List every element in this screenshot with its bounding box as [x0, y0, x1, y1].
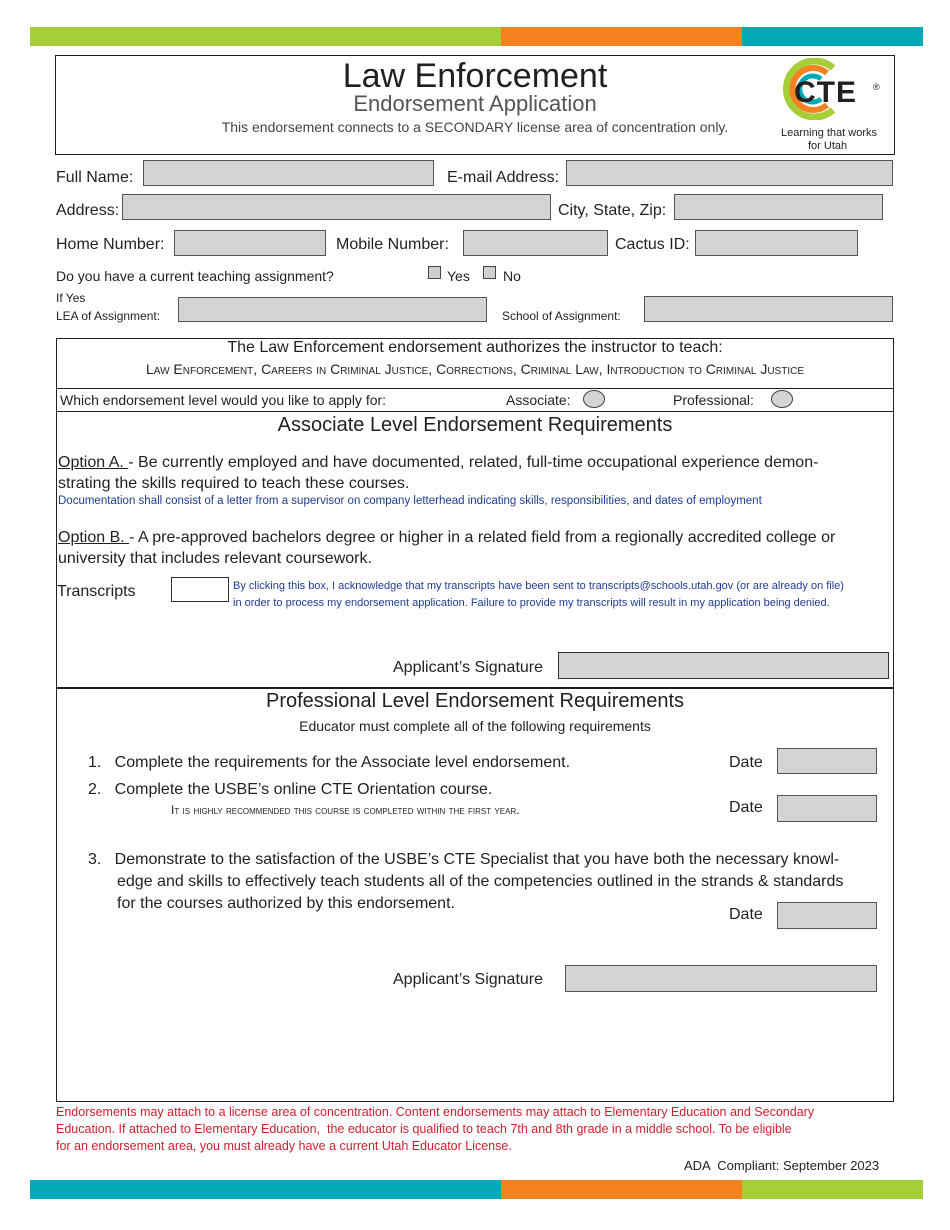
school-label: School of Assignment:: [502, 309, 621, 323]
cte-tagline-2: for Utah: [808, 140, 848, 152]
level-question: Which endorsement level would you like to apply for:: [60, 392, 387, 408]
email-label: E-mail Address:: [447, 169, 560, 186]
cte-logo-registered: ®: [873, 82, 880, 92]
option-a-note: Documentation shall consist of a letter from a supervisor on company letterhead indicating skills, responsibilities, and dates of employment: [58, 495, 762, 507]
professional-heading: Professional Level Endorsement Requirements: [266, 690, 684, 712]
disclaimer-line-3: for an endorsement area, you must already have a current Utah Educator License.: [56, 1139, 512, 1153]
professional-signature-label: Applicant’s Signature: [393, 971, 544, 988]
professional-radio[interactable]: [771, 390, 793, 408]
top-color-bar-orange: [501, 27, 742, 46]
requirement-2: 2. Complete the USBE’s online CTE Orientation course.: [88, 781, 493, 798]
date-field-3[interactable]: [777, 902, 877, 929]
school-field[interactable]: [644, 296, 893, 322]
bottom-color-bar-green: [742, 1180, 923, 1199]
option-a-label: Option A.: [58, 454, 129, 471]
requirement-3-line-2: edge and skills to effectively teach students all of the competencies outlined in the strands & standards: [117, 873, 844, 890]
associate-radio[interactable]: [583, 390, 605, 408]
requirement-1: 1. Complete the requirements for the Associate level endorsement.: [88, 754, 571, 771]
option-b-text-2: university that includes relevant coursework.: [58, 550, 372, 567]
email-field[interactable]: [566, 160, 893, 186]
yes-checkbox[interactable]: [428, 266, 441, 279]
associate-heading: Associate Level Endorsement Requirements: [277, 414, 673, 436]
disclaimer-line-2: Education. If attached to Elementary Education, the educator is qualified to teach 7th and 8th grade in a middle school. To be eligible: [56, 1122, 792, 1136]
option-b: [58, 527, 835, 569]
cte-logo: [777, 58, 887, 153]
authorization-intro: The Law Enforcement endorsement authorizes the instructor to teach:: [227, 339, 723, 356]
page-subtitle: Endorsement Application: [353, 91, 597, 116]
cactus-id-field[interactable]: [695, 230, 858, 256]
teaching-question: Do you have a current teaching assignment?: [56, 268, 334, 284]
mobile-number-field[interactable]: [463, 230, 608, 256]
top-color-bar-teal: [742, 27, 923, 46]
transcripts-checkbox[interactable]: [171, 577, 229, 602]
full-name-field[interactable]: [143, 160, 434, 186]
transcripts-label: Transcripts: [57, 583, 136, 600]
full-name-label: Full Name:: [56, 169, 134, 186]
page-title: Law Enforcement: [342, 57, 608, 95]
requirement-2-note: It is highly recommended this course is completed within the first year.: [171, 803, 520, 817]
mobile-number-label: Mobile Number:: [336, 236, 449, 253]
associate-radio-label: Associate:: [506, 392, 571, 408]
address-field[interactable]: [122, 194, 551, 220]
date-field-2[interactable]: [777, 795, 877, 822]
requirement-3-line-3: for the courses authorized by this endorsement.: [117, 895, 455, 912]
home-number-label: Home Number:: [56, 236, 165, 253]
disclaimer-line-1: Endorsements may attach to a license area of concentration. Content endorsements may attach to Elementary Education and Secondary: [56, 1105, 815, 1119]
bottom-color-bar-orange: [501, 1180, 742, 1199]
professional-subheading: Educator must complete all of the following requirements: [299, 718, 651, 734]
date-label-1: Date: [729, 754, 763, 771]
city-state-zip-label: City, State, Zip:: [558, 202, 667, 219]
professional-radio-label: Professional:: [673, 392, 754, 408]
cactus-id-label: Cactus ID:: [615, 236, 690, 253]
option-b-label: Option B.: [58, 529, 130, 546]
yes-label: Yes: [447, 268, 470, 284]
associate-signature-label: Applicant’s Signature: [393, 659, 544, 676]
city-state-zip-field[interactable]: [674, 194, 883, 220]
requirement-3-line-1: 3. Demonstrate to the satisfaction of the USBE’s CTE Specialist that you have both the necessary knowl-: [88, 851, 840, 868]
date-label-3: Date: [729, 906, 763, 923]
home-number-field[interactable]: [174, 230, 326, 256]
associate-signature-field[interactable]: [558, 652, 889, 679]
top-color-bar-green: [30, 27, 501, 46]
no-checkbox[interactable]: [483, 266, 496, 279]
header-note: This endorsement connects to a SECONDARY license area of concentration only.: [221, 119, 729, 135]
ada-compliance: ADA Compliant: September 2023: [684, 1158, 880, 1173]
date-field-1[interactable]: [777, 748, 877, 774]
transcripts-note-1: By clicking this box, I acknowledge that my transcripts have been sent to transcripts@schools.utah.gov (or are already on file): [233, 580, 844, 592]
professional-signature-field[interactable]: [565, 965, 877, 992]
if-yes-label: If Yes: [56, 291, 86, 305]
no-label: No: [503, 268, 521, 284]
option-a-text-1: - Be currently employed and have documented, related, full-time occupational experience demon-: [128, 454, 819, 471]
date-label-2: Date: [729, 799, 763, 816]
option-a-text-2: strating the skills required to teach these courses.: [58, 475, 410, 492]
option-a: [58, 452, 818, 494]
bottom-color-bar-teal: [30, 1180, 501, 1199]
authorized-courses: Law Enforcement, Careers in Criminal Justice, Corrections, Criminal Law, Introduction to Criminal Justice: [145, 361, 805, 377]
lea-label: LEA of Assignment:: [56, 309, 161, 323]
lea-field[interactable]: [178, 297, 487, 322]
option-b-text-1: - A pre-approved bachelors degree or higher in a related field from a regionally accredited college or: [129, 529, 836, 546]
cte-logo-text: CTE: [794, 76, 857, 109]
address-label: Address:: [56, 202, 120, 219]
cte-tagline-1: Learning that works: [781, 127, 877, 139]
transcripts-note-2: in order to process my endorsement application. Failure to provide my transcripts will result in my application being denied.: [233, 597, 830, 609]
